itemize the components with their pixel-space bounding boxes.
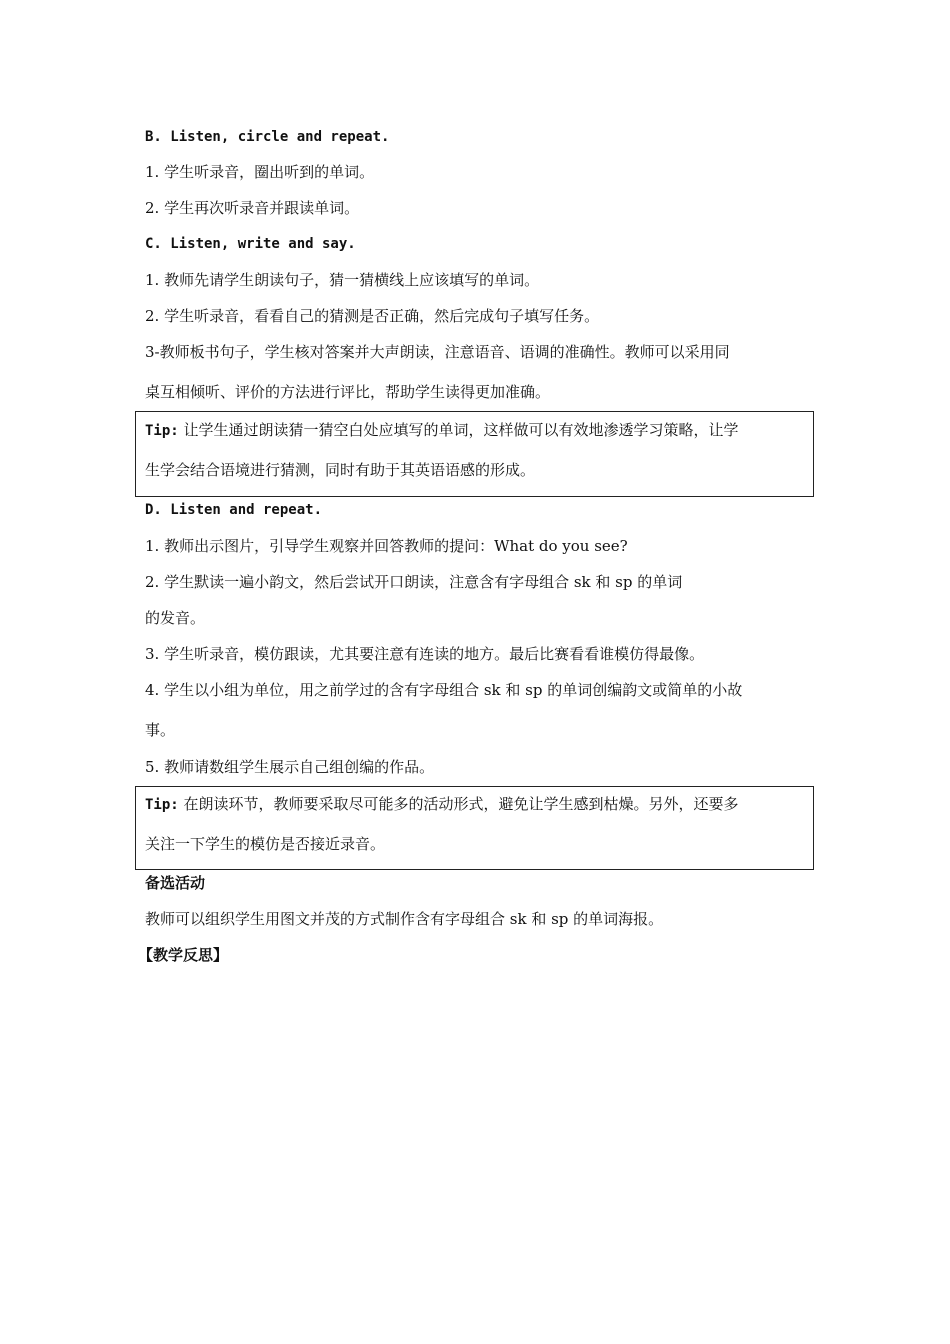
section-d-item-5: 5. 教师请数组学生展示自己组创编的作品。 — [145, 758, 435, 776]
section-d-item-1: 1. 教师出示图片，引导学生观察并回答教师的提问：What do you see? — [145, 537, 628, 555]
optional-activity-text: 教师可以组织学生用图文并茂的方式制作含有字母组合 sk 和 sp 的单词海报。 — [145, 910, 664, 928]
tip-box-2 — [135, 786, 814, 870]
section-c-item-3-line-2: 桌互相倾听、评价的方法进行评比，帮助学生读得更加准确。 — [145, 383, 551, 401]
tip-2-text-1: 在朗读环节，教师要采取尽可能多的活动形式，避免让学生感到枯燥。另外，还要多 — [183, 795, 739, 813]
tip-2-line-2: 关注一下学生的模仿是否接近录音。 — [145, 835, 386, 853]
teaching-reflection-heading: 【教学反思】 — [138, 946, 229, 964]
section-b-item-1: 1. 学生听录音，圈出听到的单词。 — [145, 163, 375, 181]
section-d-item-3: 3. 学生听录音，模仿跟读，尤其要注意有连读的地方。最后比赛看看谁模仿得最像。 — [145, 645, 705, 663]
tip-1-label: Tip: — [145, 423, 179, 439]
section-d-item-4-line-1: 4. 学生以小组为单位，用之前学过的含有字母组合 sk 和 sp 的单词创编韵文或简单的小故 — [145, 681, 743, 699]
section-c-item-1: 1. 教师先请学生朗读句子，猜一猜横线上应该填写的单词。 — [145, 271, 540, 289]
section-b-heading: B. Listen, circle and repeat. — [145, 129, 390, 145]
section-d-heading: D. Listen and repeat. — [145, 502, 323, 518]
tip-box-1 — [135, 411, 814, 497]
section-d-item-4-line-2: 事。 — [145, 721, 176, 739]
optional-activity-heading: 备选活动 — [145, 874, 206, 892]
tip-1-text-1: 让学生通过朗读猜一猜空白处应填写的单词，这样做可以有效地渗透学习策略，让学 — [183, 421, 739, 439]
tip-2-label: Tip: — [145, 797, 179, 813]
section-d-item-2-line-2: 的发音。 — [145, 609, 206, 627]
section-c-item-3-line-1: 3-教师板书句子，学生核对答案并大声朗读，注意语音、语调的准确性。教师可以采用同 — [145, 343, 730, 361]
tip-1-line-2: 生学会结合语境进行猜测，同时有助于其英语语感的形成。 — [145, 461, 536, 479]
tip-2-line-1 — [145, 794, 739, 815]
section-b-item-2: 2. 学生再次听录音并跟读单词。 — [145, 199, 360, 217]
section-c-heading: C. Listen, write and say. — [145, 236, 356, 252]
tip-1-line-1 — [145, 420, 739, 441]
section-c-item-2: 2. 学生听录音，看看自己的猜测是否正确，然后完成句子填写任务。 — [145, 307, 600, 325]
section-d-item-2-line-1: 2. 学生默读一遍小韵文，然后尝试开口朗读，注意含有字母组合 sk 和 sp 的单词 — [145, 573, 683, 591]
